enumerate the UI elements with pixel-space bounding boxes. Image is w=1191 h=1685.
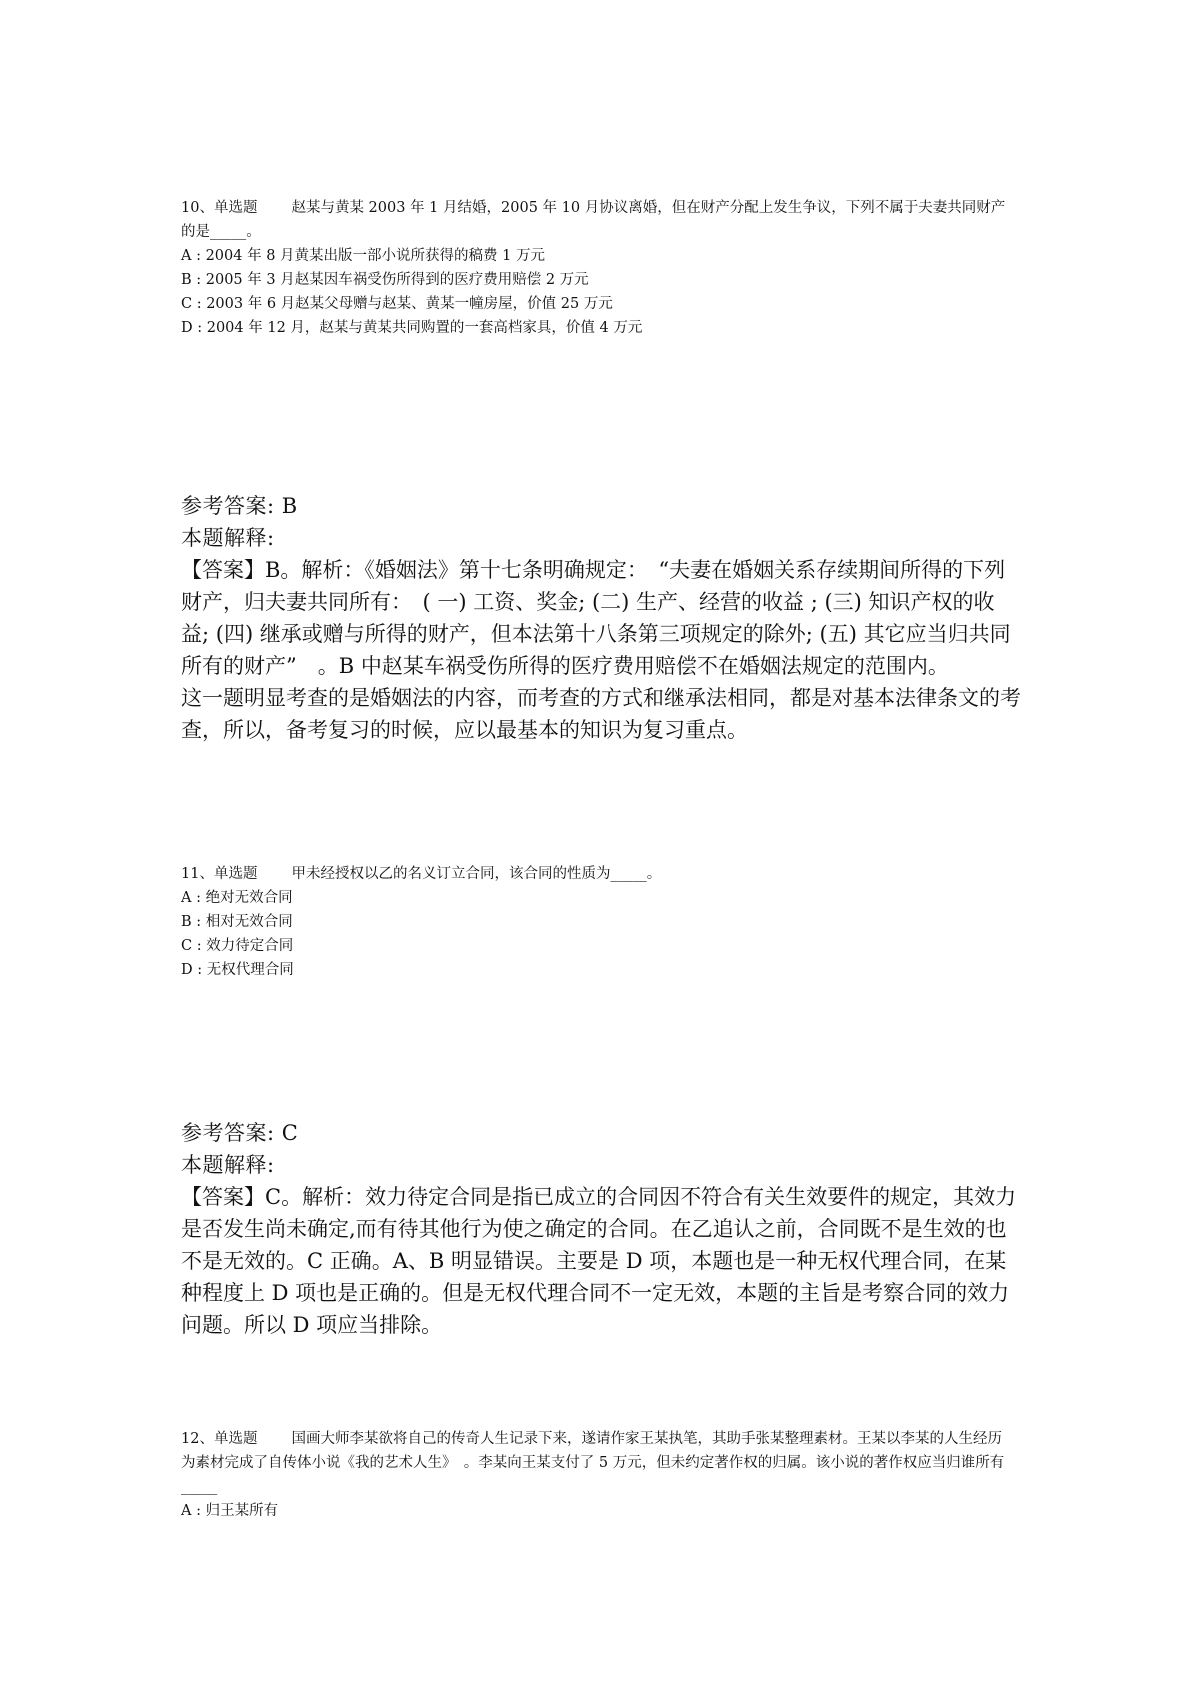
answer-11-block (181, 1117, 1021, 1341)
question-11-stem: 甲未经授权以乙的名义订立合同，该合同的性质为_____。 (291, 866, 662, 882)
question-11-number: 11、单选题 (181, 866, 258, 882)
question-11 (181, 862, 1011, 982)
answer-10-block (181, 490, 1021, 746)
question-12-option-a: A : 归王某所有 (181, 1503, 279, 1519)
question-11-option-d: D : 无权代理合同 (181, 962, 294, 978)
question-11-option-b: B : 相对无效合同 (181, 914, 293, 930)
answer-10-note: 这一题明显考查的是婚姻法的内容，而考查的方式和继承法相同，都是对基本法律条文的考查，所以，备考复习的时候，应以最基本的知识为复习重点。 (181, 686, 1021, 742)
answer-11-explain-label: 本题解释: (181, 1153, 275, 1177)
answer-11-label: 参考答案: C (181, 1121, 299, 1145)
question-10-number: 10、单选题 (181, 200, 258, 216)
answer-10-explanation: 【答案】B。解析：《婚姻法》第十七条明确规定： “夫妻在婚姻关系存续期间所得的下列财产，归夫妻共同所有： ( 一) 工资、奖金; (二) 生产、经营的收益 ; (三) 知识产权的收益; (四) 继承或赠与所得的财产，但本法第十八条第三项规定的除外; (五) 其它应当归共同所有的财产” 。B 中赵某车祸受伤所得的医疗费用赔偿不在婚姻法规定的范围内。 (181, 558, 1011, 678)
answer-10-explain-label: 本题解释: (181, 526, 275, 550)
question-12-stem: 国画大师李某欲将自己的传奇人生记录下来，遂请作家王某执笔，其助手张某整理素材。王某以李某的人生经历为素材完成了自传体小说《我的艺术人生》 。李某向王某支付了 5 万元，但未约定著作权的归属。该小说的著作权应当归谁所有_____ (181, 1431, 1005, 1495)
question-10-stem-line (181, 196, 1011, 244)
answer-11-explanation: 【答案】C。解析：效力待定合同是指已成立的合同因不符合有关生效要件的规定，其效力是否发生尚未确定,而有待其他行为使之确定的合同。在乙追认之前，合同既不是生效的也不是无效的。C 正确。A、B 明显错误。主要是 D 项，本题也是一种无权代理合同，在某种程度上 D 项也是正确的。但是无权代理合同不一定无效，本题的主旨是考察合同的效力问题。所以 D 项应当排除。 (181, 1185, 1017, 1337)
question-10-option-b: B : 2005 年 3 月赵某因车祸受伤所得到的医疗费用赔偿 2 万元 (181, 272, 589, 288)
question-12-number: 12、单选题 (181, 1431, 258, 1447)
question-12-stem-line (181, 1427, 1011, 1499)
question-10-option-d: D : 2004 年 12 月，赵某与黄某共同购置的一套高档家具，价值 4 万元 (181, 320, 643, 336)
question-11-option-c: C : 效力待定合同 (181, 938, 294, 954)
question-11-stem-line (181, 862, 1011, 886)
question-10-option-c: C : 2003 年 6 月赵某父母赠与赵某、黄某一幢房屋，价值 25 万元 (181, 296, 613, 312)
answer-10-label: 参考答案: B (181, 494, 298, 518)
question-10 (181, 196, 1011, 340)
question-11-option-a: A : 绝对无效合同 (181, 890, 293, 906)
question-10-stem: 赵某与黄某 2003 年 1 月结婚，2005 年 10 月协议离婚，但在财产分配上发生争议，下列不属于夫妻共同财产的是_____。 (181, 200, 1006, 240)
question-10-option-a: A : 2004 年 8 月黄某出版一部小说所获得的稿费 1 万元 (181, 248, 545, 264)
question-12 (181, 1427, 1011, 1523)
